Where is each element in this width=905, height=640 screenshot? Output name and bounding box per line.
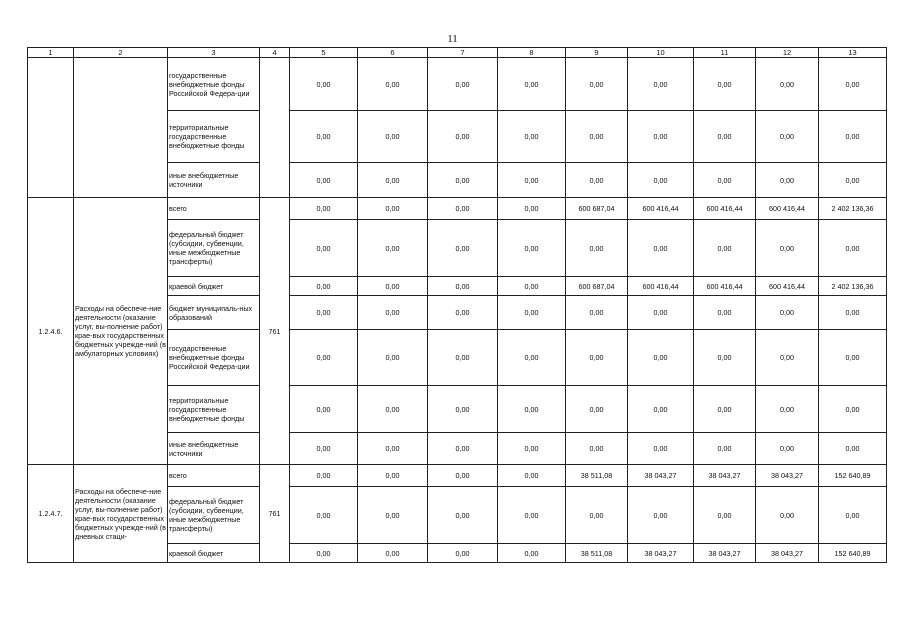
budget-code bbox=[260, 58, 290, 198]
value-cell: 0,00 bbox=[628, 296, 694, 330]
value-cell: 0,00 bbox=[428, 330, 498, 386]
value-cell: 0,00 bbox=[428, 111, 498, 163]
value-cell: 0,00 bbox=[694, 296, 756, 330]
table-row bbox=[28, 58, 887, 111]
value-cell: 38 043,27 bbox=[756, 465, 819, 487]
column-header: 4 bbox=[260, 48, 290, 58]
value-cell: 0,00 bbox=[498, 487, 566, 544]
value-cell: 38 511,08 bbox=[566, 544, 628, 563]
value-cell: 0,00 bbox=[756, 296, 819, 330]
value-cell: 0,00 bbox=[428, 544, 498, 563]
budget-code: 761 bbox=[260, 198, 290, 465]
value-cell: 600 687,04 bbox=[566, 277, 628, 296]
value-cell: 0,00 bbox=[819, 58, 887, 111]
value-cell: 0,00 bbox=[756, 220, 819, 277]
column-header: 6 bbox=[358, 48, 428, 58]
column-header: 2 bbox=[74, 48, 168, 58]
value-cell: 0,00 bbox=[566, 296, 628, 330]
value-cell: 152 640,89 bbox=[819, 465, 887, 487]
value-cell: 0,00 bbox=[628, 330, 694, 386]
funding-source: территориальные государственные внебюджетные фонды bbox=[168, 386, 260, 433]
budget-code: 761 bbox=[260, 465, 290, 563]
value-cell: 0,00 bbox=[819, 220, 887, 277]
value-cell: 600 416,44 bbox=[628, 198, 694, 220]
value-cell: 0,00 bbox=[694, 220, 756, 277]
value-cell: 0,00 bbox=[498, 330, 566, 386]
value-cell: 0,00 bbox=[756, 163, 819, 198]
value-cell: 0,00 bbox=[358, 386, 428, 433]
value-cell: 0,00 bbox=[358, 220, 428, 277]
value-cell: 0,00 bbox=[566, 111, 628, 163]
expense-name bbox=[74, 58, 168, 198]
value-cell: 0,00 bbox=[628, 433, 694, 465]
column-header: 5 bbox=[290, 48, 358, 58]
value-cell: 0,00 bbox=[428, 163, 498, 198]
value-cell: 0,00 bbox=[756, 433, 819, 465]
value-cell: 0,00 bbox=[694, 58, 756, 111]
value-cell: 0,00 bbox=[428, 58, 498, 111]
value-cell: 0,00 bbox=[819, 330, 887, 386]
value-cell: 600 416,44 bbox=[756, 277, 819, 296]
column-header: 7 bbox=[428, 48, 498, 58]
funding-source: федеральный бюджет (субсидии, субвенции, иные межбюджетные трансферты) bbox=[168, 220, 260, 277]
value-cell: 0,00 bbox=[290, 386, 358, 433]
funding-source: краевой бюджет bbox=[168, 277, 260, 296]
value-cell: 0,00 bbox=[290, 433, 358, 465]
value-cell: 0,00 bbox=[819, 433, 887, 465]
column-header: 9 bbox=[566, 48, 628, 58]
value-cell: 0,00 bbox=[498, 433, 566, 465]
value-cell: 0,00 bbox=[290, 198, 358, 220]
funding-source: федеральный бюджет (субсидии, субвенции, иные межбюджетные трансферты) bbox=[168, 487, 260, 544]
value-cell: 600 416,44 bbox=[628, 277, 694, 296]
value-cell: 0,00 bbox=[756, 487, 819, 544]
value-cell: 0,00 bbox=[428, 198, 498, 220]
page-number: 11 bbox=[447, 33, 458, 45]
funding-source: бюджет муниципаль-ных образований bbox=[168, 296, 260, 330]
value-cell: 0,00 bbox=[290, 296, 358, 330]
value-cell: 0,00 bbox=[428, 296, 498, 330]
value-cell: 0,00 bbox=[498, 544, 566, 563]
value-cell: 0,00 bbox=[358, 277, 428, 296]
value-cell: 600 687,04 bbox=[566, 198, 628, 220]
value-cell: 0,00 bbox=[290, 330, 358, 386]
value-cell: 2 402 136,36 bbox=[819, 198, 887, 220]
value-cell: 38 043,27 bbox=[756, 544, 819, 563]
value-cell: 0,00 bbox=[498, 465, 566, 487]
value-cell: 0,00 bbox=[358, 198, 428, 220]
value-cell: 0,00 bbox=[566, 220, 628, 277]
value-cell: 0,00 bbox=[628, 220, 694, 277]
value-cell: 0,00 bbox=[358, 163, 428, 198]
value-cell: 0,00 bbox=[566, 58, 628, 111]
value-cell: 38 043,27 bbox=[628, 465, 694, 487]
value-cell: 0,00 bbox=[290, 487, 358, 544]
value-cell: 0,00 bbox=[819, 163, 887, 198]
value-cell: 0,00 bbox=[756, 386, 819, 433]
funding-source: государственные внебюджетные фонды Российской Федера-ции bbox=[168, 58, 260, 111]
value-cell: 0,00 bbox=[498, 163, 566, 198]
value-cell: 0,00 bbox=[628, 111, 694, 163]
value-cell: 0,00 bbox=[819, 487, 887, 544]
value-cell: 38 511,08 bbox=[566, 465, 628, 487]
value-cell: 0,00 bbox=[498, 58, 566, 111]
table-row bbox=[28, 465, 887, 487]
value-cell: 0,00 bbox=[428, 433, 498, 465]
funding-source: всего bbox=[168, 198, 260, 220]
value-cell: 0,00 bbox=[358, 433, 428, 465]
value-cell: 0,00 bbox=[819, 111, 887, 163]
value-cell: 0,00 bbox=[628, 58, 694, 111]
column-header: 3 bbox=[168, 48, 260, 58]
value-cell: 0,00 bbox=[819, 296, 887, 330]
value-cell: 0,00 bbox=[428, 386, 498, 433]
value-cell: 0,00 bbox=[694, 163, 756, 198]
value-cell: 600 416,44 bbox=[694, 277, 756, 296]
value-cell: 0,00 bbox=[428, 277, 498, 296]
row-code: 1.2.4.6. bbox=[28, 198, 74, 465]
funding-source: краевой бюджет bbox=[168, 544, 260, 563]
value-cell: 0,00 bbox=[498, 296, 566, 330]
value-cell: 0,00 bbox=[694, 433, 756, 465]
value-cell: 38 043,27 bbox=[694, 465, 756, 487]
value-cell: 0,00 bbox=[628, 163, 694, 198]
header-row bbox=[28, 48, 887, 58]
value-cell: 0,00 bbox=[628, 386, 694, 433]
table-row bbox=[28, 198, 887, 220]
value-cell: 0,00 bbox=[756, 330, 819, 386]
value-cell: 0,00 bbox=[566, 163, 628, 198]
value-cell: 0,00 bbox=[358, 58, 428, 111]
value-cell: 0,00 bbox=[694, 487, 756, 544]
column-header: 12 bbox=[756, 48, 819, 58]
expense-name: Расходы на обеспече-ние деятельности (оказание услуг, вы-полнение работ) крае-вых государственных бюджетных учрежде-ний (в дневных стаци- bbox=[74, 465, 168, 563]
value-cell: 0,00 bbox=[428, 487, 498, 544]
value-cell: 0,00 bbox=[290, 544, 358, 563]
value-cell: 600 416,44 bbox=[756, 198, 819, 220]
value-cell: 0,00 bbox=[358, 330, 428, 386]
value-cell: 0,00 bbox=[358, 111, 428, 163]
expense-name: Расходы на обеспече-ние деятельности (оказание услуг, вы-полнение работ) крае-вых государственных бюджетных учрежде-ний (в амбулаторных условиях) bbox=[74, 198, 168, 465]
value-cell: 0,00 bbox=[694, 111, 756, 163]
funding-source: государственные внебюджетные фонды Российской Федера-ции bbox=[168, 330, 260, 386]
value-cell: 0,00 bbox=[498, 386, 566, 433]
value-cell: 600 416,44 bbox=[694, 198, 756, 220]
column-header: 1 bbox=[28, 48, 74, 58]
value-cell: 2 402 136,36 bbox=[819, 277, 887, 296]
column-header: 10 bbox=[628, 48, 694, 58]
value-cell: 0,00 bbox=[566, 330, 628, 386]
value-cell: 0,00 bbox=[358, 487, 428, 544]
value-cell: 0,00 bbox=[290, 277, 358, 296]
value-cell: 0,00 bbox=[428, 465, 498, 487]
value-cell: 0,00 bbox=[290, 111, 358, 163]
value-cell: 0,00 bbox=[498, 111, 566, 163]
value-cell: 38 043,27 bbox=[694, 544, 756, 563]
funding-source: территориальные государственные внебюджетные фонды bbox=[168, 111, 260, 163]
value-cell: 0,00 bbox=[566, 487, 628, 544]
value-cell: 0,00 bbox=[628, 487, 694, 544]
column-header: 11 bbox=[694, 48, 756, 58]
value-cell: 0,00 bbox=[498, 198, 566, 220]
budget-table bbox=[27, 47, 887, 563]
value-cell: 0,00 bbox=[566, 386, 628, 433]
value-cell: 0,00 bbox=[290, 465, 358, 487]
funding-source: иные внебюджетные источники bbox=[168, 433, 260, 465]
value-cell: 0,00 bbox=[756, 111, 819, 163]
value-cell: 0,00 bbox=[358, 465, 428, 487]
value-cell: 0,00 bbox=[290, 163, 358, 198]
value-cell: 0,00 bbox=[566, 433, 628, 465]
column-header: 13 bbox=[819, 48, 887, 58]
row-code bbox=[28, 58, 74, 198]
funding-source: всего bbox=[168, 465, 260, 487]
value-cell: 0,00 bbox=[290, 58, 358, 111]
value-cell: 0,00 bbox=[756, 58, 819, 111]
value-cell: 0,00 bbox=[358, 296, 428, 330]
row-code: 1.2.4.7. bbox=[28, 465, 74, 563]
value-cell: 38 043,27 bbox=[628, 544, 694, 563]
value-cell: 0,00 bbox=[694, 330, 756, 386]
value-cell: 0,00 bbox=[694, 386, 756, 433]
funding-source: иные внебюджетные источники bbox=[168, 163, 260, 198]
value-cell: 152 640,89 bbox=[819, 544, 887, 563]
value-cell: 0,00 bbox=[358, 544, 428, 563]
value-cell: 0,00 bbox=[290, 220, 358, 277]
value-cell: 0,00 bbox=[498, 277, 566, 296]
value-cell: 0,00 bbox=[428, 220, 498, 277]
column-header: 8 bbox=[498, 48, 566, 58]
value-cell: 0,00 bbox=[498, 220, 566, 277]
value-cell: 0,00 bbox=[819, 386, 887, 433]
